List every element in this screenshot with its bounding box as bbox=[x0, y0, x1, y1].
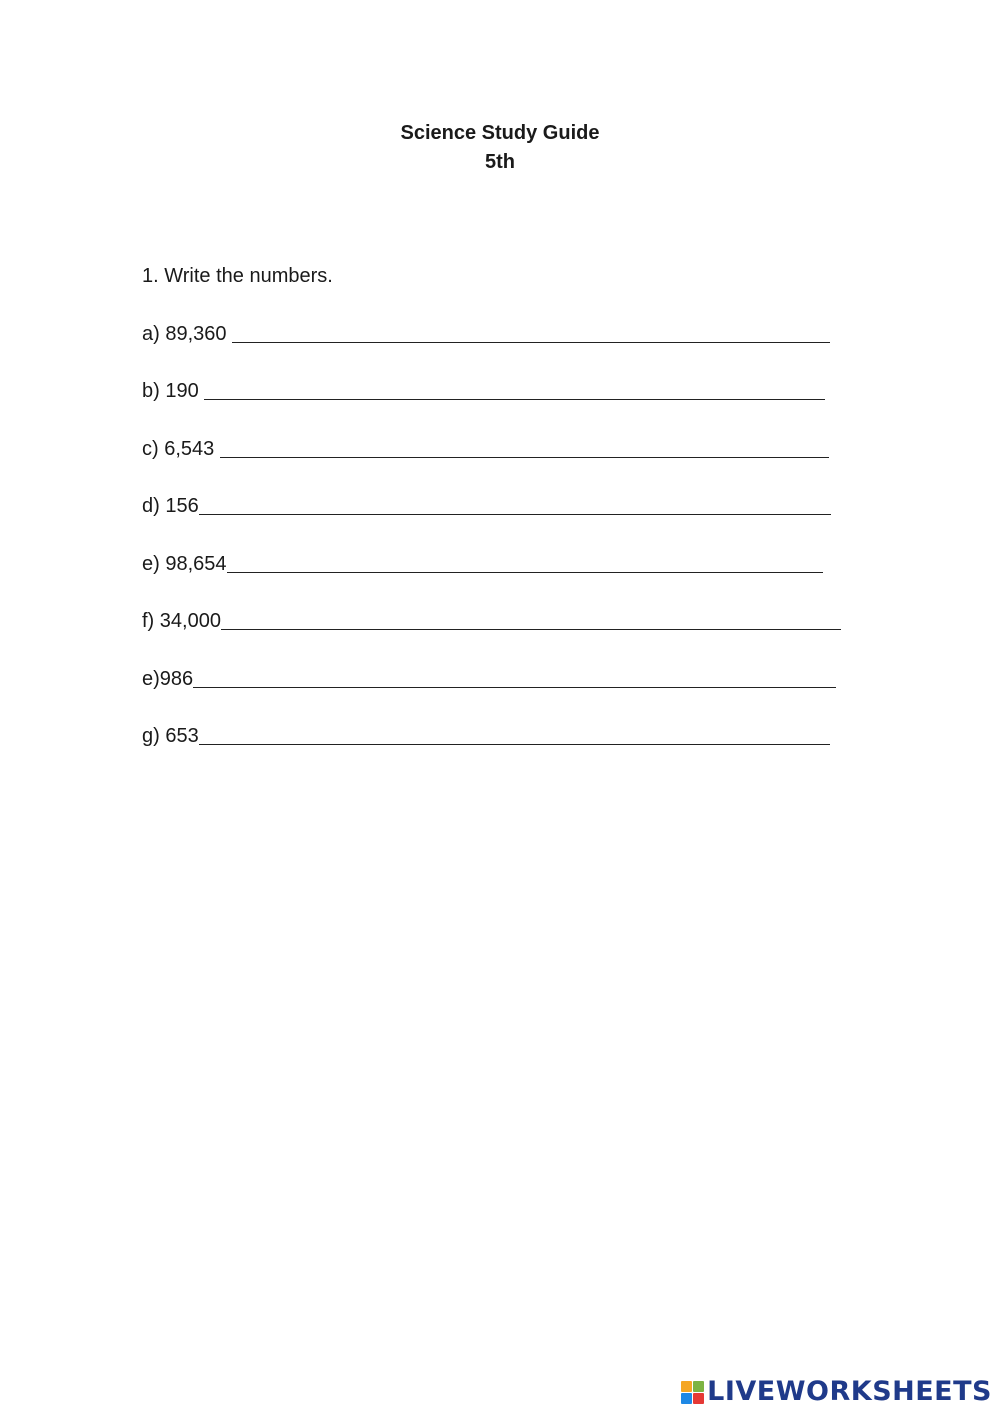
answer-blank[interactable] bbox=[199, 744, 830, 745]
answer-blank[interactable] bbox=[204, 399, 825, 400]
item-label: e)986 bbox=[142, 668, 194, 690]
question-instruction: 1. Write the numbers. bbox=[142, 265, 333, 287]
liveworksheets-brand[interactable] bbox=[681, 1377, 992, 1407]
logo-square bbox=[693, 1381, 704, 1392]
answer-blank[interactable] bbox=[199, 514, 831, 515]
item-label: d) 156 bbox=[142, 495, 199, 517]
logo-square bbox=[681, 1393, 692, 1404]
item-label: c) 6,543 bbox=[142, 438, 220, 460]
answer-item-c bbox=[142, 435, 829, 463]
page-title: Science Study Guide bbox=[400, 122, 600, 144]
logo-square bbox=[693, 1393, 704, 1404]
answer-blank[interactable] bbox=[227, 572, 823, 573]
answer-item-e2 bbox=[142, 665, 836, 693]
grade-label: 5th bbox=[485, 151, 515, 173]
logo-square bbox=[681, 1381, 692, 1392]
answer-blank[interactable] bbox=[220, 457, 829, 458]
item-label: g) 653 bbox=[142, 725, 199, 747]
answer-blank[interactable] bbox=[193, 687, 836, 688]
answer-blank[interactable] bbox=[232, 342, 830, 343]
answer-blank[interactable] bbox=[221, 629, 841, 630]
answer-item-e bbox=[142, 550, 823, 578]
brand-name: LIVEWORKSHEETS bbox=[707, 1376, 992, 1407]
liveworksheets-logo-icon bbox=[681, 1381, 704, 1404]
item-label: f) 34,000 bbox=[142, 610, 221, 632]
answer-item-d bbox=[142, 492, 831, 520]
item-label: e) 98,654 bbox=[142, 553, 227, 575]
answer-item-f bbox=[142, 607, 841, 635]
item-label: b) 190 bbox=[142, 380, 205, 402]
item-label: a) 89,360 bbox=[142, 323, 233, 345]
answer-item-b bbox=[142, 377, 825, 405]
answer-item-g bbox=[142, 722, 830, 750]
answer-item-a bbox=[142, 320, 830, 348]
